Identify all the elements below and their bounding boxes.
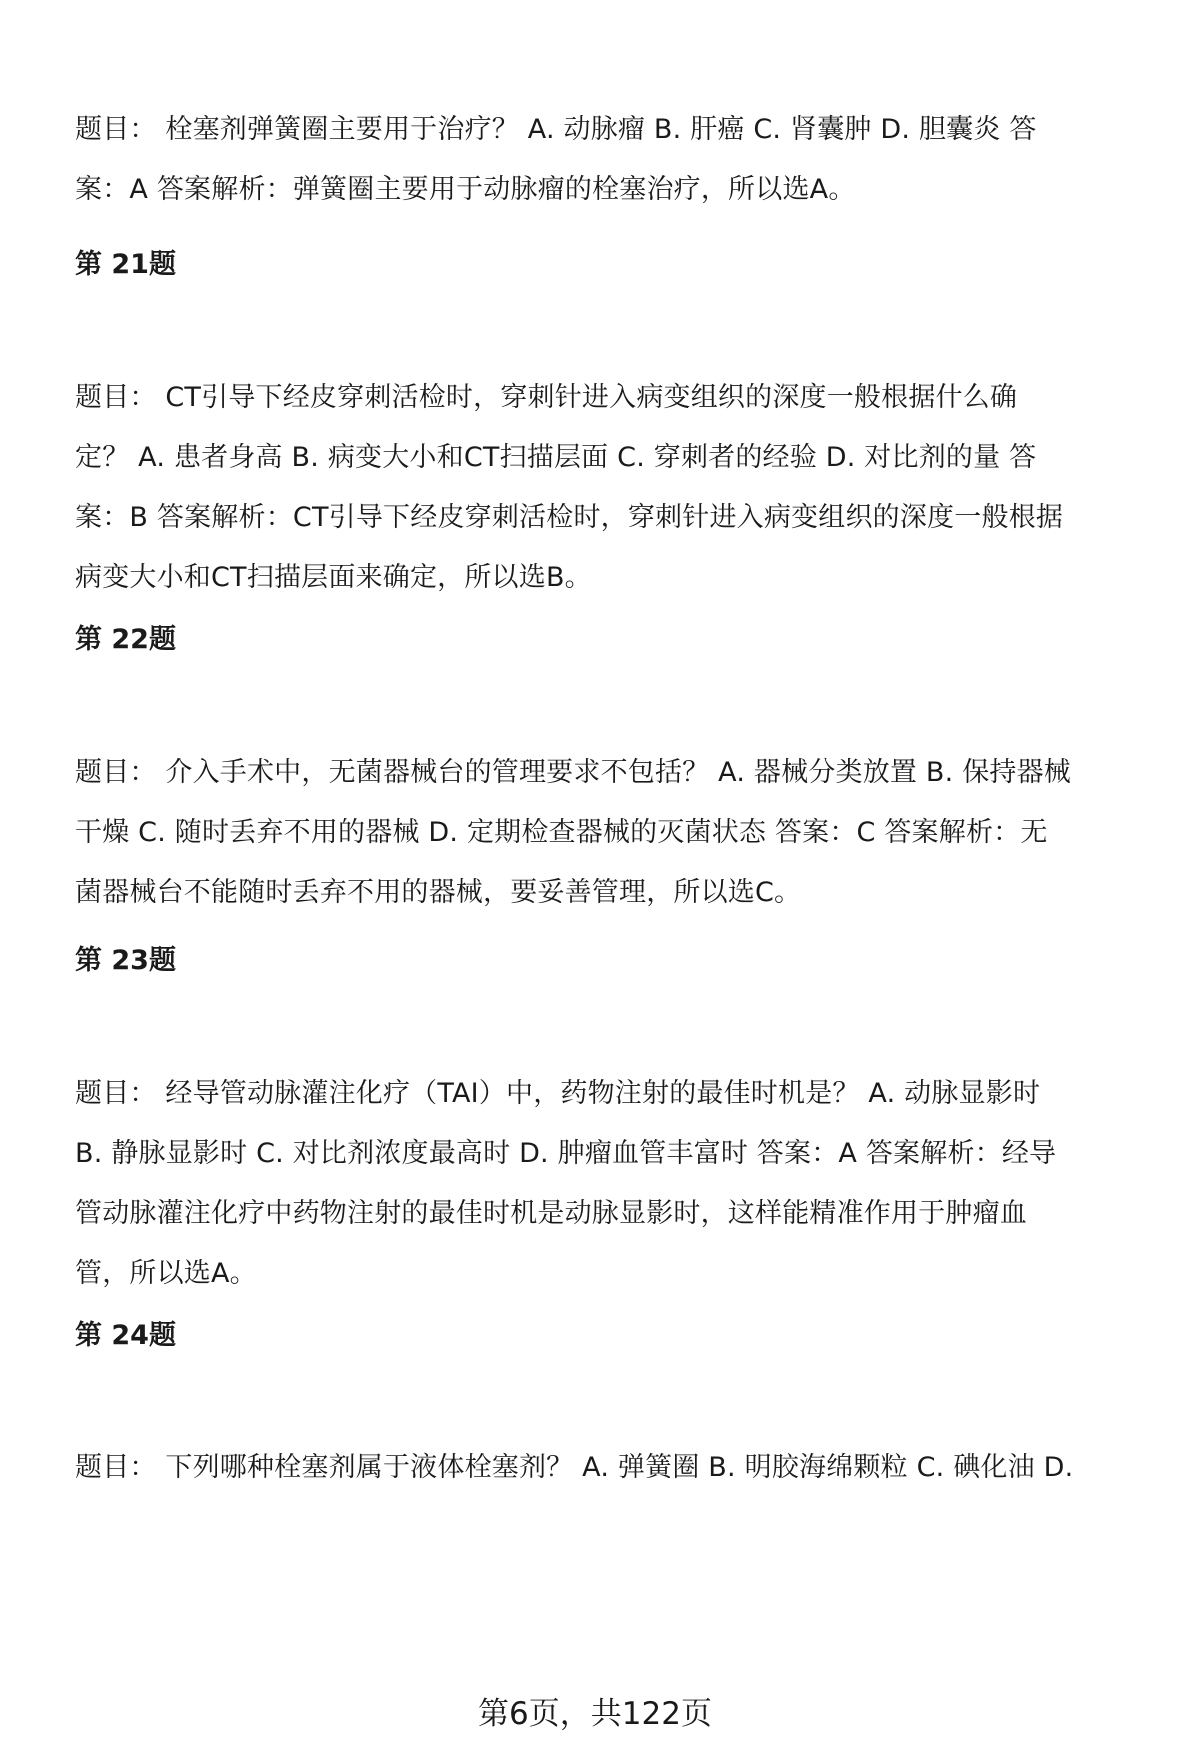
- text-line: 题目： 经导管动脉灌注化疗（TAI）中，药物注射的最佳时机是？ A. 动脉显影时: [75, 1078, 1041, 1109]
- question-24-text: [75, 1438, 1175, 1498]
- question-23-text: [75, 1064, 1175, 1304]
- text-line: 菌器械台不能随时丢弃不用的器械，要妥善管理，所以选C。: [75, 877, 802, 908]
- text-line: 管，所以选A。: [75, 1258, 257, 1289]
- text-line: 定？ A. 患者身高 B. 病变大小和CT扫描层面 C. 穿刺者的经验 D. 对比剂的量 答: [75, 442, 1037, 473]
- text-line: 干燥 C. 随时丢弃不用的器械 D. 定期检查器械的灭菌状态 答案：C 答案解析：无: [75, 817, 1048, 848]
- text-line: 题目： CT引导下经皮穿刺活检时，穿刺针进入病变组织的深度一般根据什么确: [75, 382, 1018, 413]
- text-line: 管动脉灌注化疗中药物注射的最佳时机是动脉显影时，这样能精准作用于肿瘤血: [75, 1198, 1027, 1229]
- page-number-footer: 第6页，共122页: [478, 1696, 712, 1732]
- text-line: 病变大小和CT扫描层面来确定，所以选B。: [75, 562, 592, 593]
- question-22-heading: 第 22题: [75, 624, 176, 655]
- question-21-text: [75, 368, 1175, 608]
- text-line: 题目： 栓塞剂弹簧圈主要用于治疗？ A. 动脉瘤 B. 肝癌 C. 肾囊肿 D. 胆囊炎 答: [75, 114, 1037, 145]
- text-line: B. 静脉显影时 C. 对比剂浓度最高时 D. 肿瘤血管丰富时 答案：A 答案解析：经导: [75, 1138, 1057, 1169]
- question-22-text: [75, 743, 1175, 923]
- text-line: 题目： 下列哪种栓塞剂属于液体栓塞剂？ A. 弹簧圈 B. 明胶海绵颗粒 C. 碘化油 D.: [75, 1452, 1074, 1483]
- question-20-text: [75, 100, 1175, 220]
- text-line: 案：B 答案解析：CT引导下经皮穿刺活检时，穿刺针进入病变组织的深度一般根据: [75, 502, 1064, 533]
- question-23-heading: 第 23题: [75, 945, 176, 976]
- question-24-heading: 第 24题: [75, 1320, 176, 1351]
- text-line: 题目： 介入手术中，无菌器械台的管理要求不包括？ A. 器械分类放置 B. 保持器械: [75, 757, 1071, 788]
- text-line: 案：A 答案解析：弹簧圈主要用于动脉瘤的栓塞治疗，所以选A。: [75, 174, 856, 205]
- question-21-heading: 第 21题: [75, 249, 176, 280]
